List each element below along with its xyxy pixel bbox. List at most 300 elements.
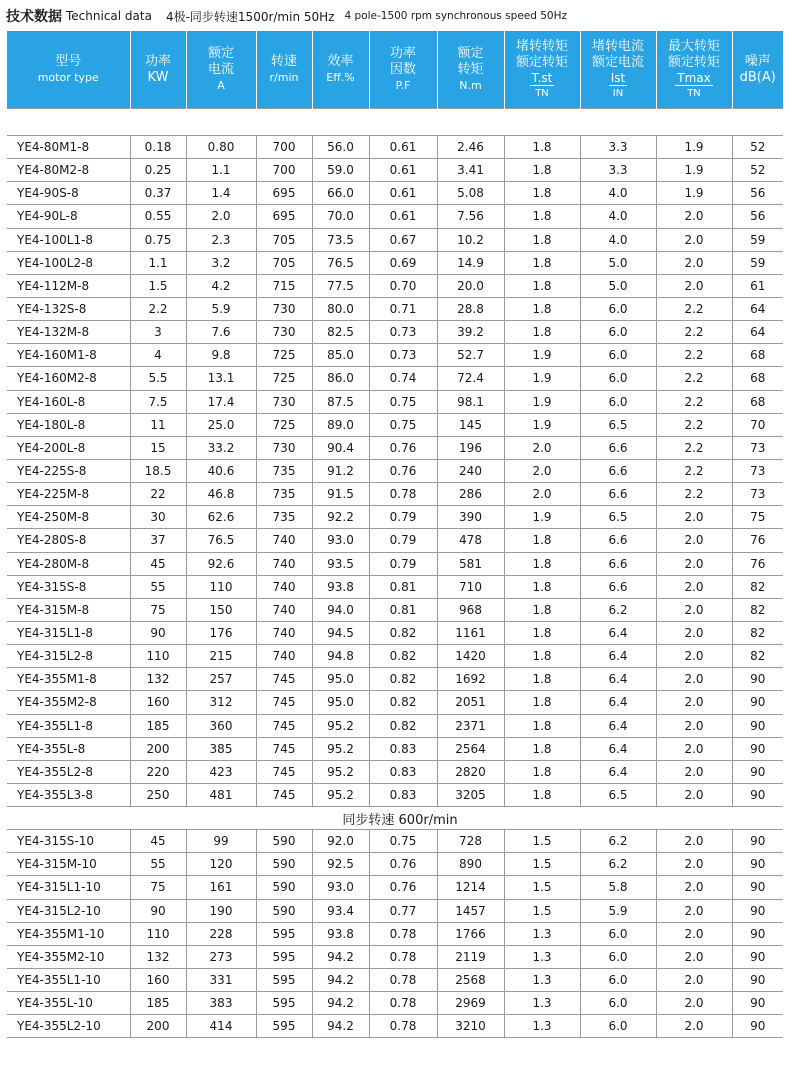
table-cell: 700	[256, 159, 312, 182]
header-label: 噪声	[744, 53, 771, 69]
table-cell: 68	[732, 344, 783, 367]
motor-type-cell: YE4-90S-8	[7, 182, 130, 205]
table-cell: 0.79	[369, 552, 437, 575]
motor-type-cell: YE4-315L2-8	[7, 645, 130, 668]
table-cell: 98.1	[437, 390, 504, 413]
table-cell: 595	[256, 1015, 312, 1038]
header-row	[7, 31, 783, 109]
table-cell: 0.37	[130, 182, 186, 205]
table-cell: 3205	[437, 783, 504, 806]
table-cell: 590	[256, 830, 312, 853]
header-unit: A	[217, 78, 225, 92]
table-cell: 1.9	[656, 182, 732, 205]
table-row	[7, 228, 783, 251]
header-label: 额定	[457, 45, 484, 61]
table-cell: 2.0	[656, 968, 732, 991]
table-row	[7, 274, 783, 297]
table-cell: 90	[732, 668, 783, 691]
motor-type-cell: YE4-225S-8	[7, 459, 130, 482]
table-cell: 1.8	[504, 182, 580, 205]
table-cell: 45	[130, 830, 186, 853]
table-cell: 90	[732, 945, 783, 968]
table-cell: 39.2	[437, 321, 504, 344]
table-cell: 0.74	[369, 367, 437, 390]
table-cell: 2.2	[656, 413, 732, 436]
table-cell: 196	[437, 436, 504, 459]
table-cell: 695	[256, 182, 312, 205]
motor-type-cell: YE4-132M-8	[7, 321, 130, 344]
table-cell: 705	[256, 251, 312, 274]
table-cell: 0.73	[369, 344, 437, 367]
motor-type-cell: YE4-315S-8	[7, 575, 130, 598]
table-cell: 10.2	[437, 228, 504, 251]
table-cell: 68	[732, 390, 783, 413]
table-cell: 705	[256, 228, 312, 251]
header-label-2: 电流	[207, 61, 234, 77]
table-cell: 15	[130, 436, 186, 459]
table-cell: 3210	[437, 1015, 504, 1038]
table-cell: 92.2	[312, 506, 369, 529]
table-cell: 87.5	[312, 390, 369, 413]
table-cell: 0.79	[369, 529, 437, 552]
title-cn: 4极-同步转速1500r/min 50Hz	[165, 9, 335, 24]
table-cell: 0.82	[369, 668, 437, 691]
table-cell: 90	[732, 737, 783, 760]
table-cell: 3.2	[186, 251, 256, 274]
table-cell: 0.82	[369, 714, 437, 737]
table-cell: 1.8	[504, 297, 580, 320]
table-cell: 94.0	[312, 598, 369, 621]
table-cell: 730	[256, 390, 312, 413]
table-row	[7, 876, 783, 899]
header-label: 额定	[207, 45, 234, 61]
table-row	[7, 621, 783, 644]
motor-type-cell: YE4-100L2-8	[7, 251, 130, 274]
table-cell: 1.8	[504, 575, 580, 598]
table-cell: 64	[732, 297, 783, 320]
table-cell: 6.0	[580, 1015, 656, 1038]
table-cell: 745	[256, 737, 312, 760]
table-cell: 0.75	[369, 390, 437, 413]
table-cell: 730	[256, 321, 312, 344]
table-row	[7, 691, 783, 714]
table-row	[7, 205, 783, 228]
table-cell: 22	[130, 483, 186, 506]
table-cell: 1.1	[186, 159, 256, 182]
title-bar	[6, 4, 567, 28]
table-row	[7, 783, 783, 806]
table-cell: 91.2	[312, 459, 369, 482]
table-cell: 0.78	[369, 945, 437, 968]
table-row	[7, 321, 783, 344]
table-cell: 0.61	[369, 182, 437, 205]
table-cell: 62.6	[186, 506, 256, 529]
table-cell: 0.71	[369, 297, 437, 320]
table-cell: 0.83	[369, 760, 437, 783]
table-cell: 4.0	[580, 205, 656, 228]
table-row	[7, 251, 783, 274]
table-cell: 1.9	[504, 390, 580, 413]
table-cell: 1.9	[504, 367, 580, 390]
table-cell: 5.0	[580, 251, 656, 274]
motor-type-cell: YE4-355L1-10	[7, 968, 130, 991]
table-cell: 0.77	[369, 899, 437, 922]
table-cell: 2.0	[656, 830, 732, 853]
table-row	[7, 436, 783, 459]
table-cell: 92.6	[186, 552, 256, 575]
table-cell: 2969	[437, 992, 504, 1015]
table-cell: 6.6	[580, 459, 656, 482]
table-cell: 2.0	[656, 737, 732, 760]
table-cell: 93.0	[312, 529, 369, 552]
table-cell: 2.0	[656, 1015, 732, 1038]
table-cell: 11	[130, 413, 186, 436]
table-cell: 95.0	[312, 691, 369, 714]
table-cell: 56	[732, 205, 783, 228]
table-cell: 725	[256, 413, 312, 436]
table-cell: 7.56	[437, 205, 504, 228]
table-cell: 2.46	[437, 136, 504, 159]
table-cell: 1.8	[504, 645, 580, 668]
table-cell: 228	[186, 922, 256, 945]
table-cell: 1.3	[504, 945, 580, 968]
table-cell: 0.61	[369, 159, 437, 182]
header-label: 堵转转矩	[515, 39, 568, 54]
table-cell: 1457	[437, 899, 504, 922]
table-cell: 6.6	[580, 436, 656, 459]
table-cell: 73.5	[312, 228, 369, 251]
table-cell: 56	[732, 182, 783, 205]
table-cell: 890	[437, 853, 504, 876]
table-cell: 5.9	[186, 297, 256, 320]
table-cell: 0.82	[369, 645, 437, 668]
motor-type-cell: YE4-355M2-10	[7, 945, 130, 968]
table-cell: 0.83	[369, 737, 437, 760]
table-row	[7, 945, 783, 968]
header-unit: KW	[147, 69, 169, 85]
table-cell: 2.0	[656, 783, 732, 806]
motor-type-cell: YE4-315M-10	[7, 853, 130, 876]
table-cell: 423	[186, 760, 256, 783]
table-cell: 5.0	[580, 274, 656, 297]
header-label-2: 额定转矩	[515, 55, 568, 70]
table-cell: 745	[256, 714, 312, 737]
table-cell: 0.79	[369, 506, 437, 529]
table-cell: 90	[732, 876, 783, 899]
table-cell: 0.78	[369, 1015, 437, 1038]
table-cell: 2119	[437, 945, 504, 968]
table-cell: 0.76	[369, 436, 437, 459]
motor-type-cell: YE4-160M2-8	[7, 367, 130, 390]
table-cell: 2.2	[656, 483, 732, 506]
table-row	[7, 367, 783, 390]
motor-type-cell: YE4-355L1-8	[7, 714, 130, 737]
motor-type-cell: YE4-160L-8	[7, 390, 130, 413]
table-cell: 93.4	[312, 899, 369, 922]
table-cell: 2.2	[656, 297, 732, 320]
table-cell: 94.2	[312, 1015, 369, 1038]
table-cell: 90	[732, 992, 783, 1015]
table-body	[7, 109, 783, 1038]
table-cell: 4.0	[580, 228, 656, 251]
table-row	[7, 413, 783, 436]
motor-type-cell: YE4-112M-8	[7, 274, 130, 297]
header-label: 功率	[144, 53, 171, 69]
table-cell: 2.2	[130, 297, 186, 320]
table-cell: 6.0	[580, 968, 656, 991]
table-cell: 0.70	[369, 274, 437, 297]
table-row	[7, 1015, 783, 1038]
table-cell: 2.0	[656, 714, 732, 737]
table-cell: 160	[130, 691, 186, 714]
table-cell: 2.0	[186, 205, 256, 228]
table-cell: 0.76	[369, 459, 437, 482]
table-cell: 6.0	[580, 945, 656, 968]
table-cell: 1.5	[504, 830, 580, 853]
table-row	[7, 668, 783, 691]
table-cell: 1.3	[504, 992, 580, 1015]
table-row	[7, 136, 783, 159]
table-cell: 1.8	[504, 552, 580, 575]
table-cell: 92.5	[312, 853, 369, 876]
table-cell: 0.61	[369, 205, 437, 228]
table-cell: 1.8	[504, 668, 580, 691]
header-fraction-bottom: IN	[612, 88, 624, 99]
table-cell: 70	[732, 413, 783, 436]
table-cell: 590	[256, 853, 312, 876]
table-cell: 2568	[437, 968, 504, 991]
table-cell: 1.8	[504, 691, 580, 714]
table-cell: 2.0	[656, 853, 732, 876]
table-cell: 93.0	[312, 876, 369, 899]
table-cell: 740	[256, 645, 312, 668]
table-cell: 2564	[437, 737, 504, 760]
table-cell: 76.5	[312, 251, 369, 274]
table-cell: 150	[186, 598, 256, 621]
table-cell: 76	[732, 552, 783, 575]
table-cell: 2.0	[656, 668, 732, 691]
table-cell: 2.2	[656, 367, 732, 390]
table-cell: 20.0	[437, 274, 504, 297]
table-cell: 2.0	[504, 483, 580, 506]
table-cell: 1.5	[504, 876, 580, 899]
spacer-row	[7, 109, 783, 136]
table-cell: 1.8	[504, 529, 580, 552]
table-cell: 383	[186, 992, 256, 1015]
table-cell: 710	[437, 575, 504, 598]
table-cell: 2.0	[656, 760, 732, 783]
table-cell: 18.5	[130, 459, 186, 482]
table-cell: 6.6	[580, 575, 656, 598]
motor-type-cell: YE4-355L2-8	[7, 760, 130, 783]
motor-type-cell: YE4-250M-8	[7, 506, 130, 529]
table-cell: 6.4	[580, 737, 656, 760]
header-fraction-bottom: TN	[687, 88, 701, 99]
table-cell: 1766	[437, 922, 504, 945]
table-cell: 0.82	[369, 621, 437, 644]
table-cell: 45	[130, 552, 186, 575]
section-label: 同步转速 600r/min	[7, 807, 783, 830]
table-cell: 4.0	[580, 182, 656, 205]
table-cell: 0.18	[130, 136, 186, 159]
table-cell: 1.8	[504, 321, 580, 344]
table-cell: 1161	[437, 621, 504, 644]
table-cell: 0.75	[369, 830, 437, 853]
header-cell-rated-current	[186, 31, 256, 109]
table-cell: 360	[186, 714, 256, 737]
table-cell: 13.1	[186, 367, 256, 390]
table-row	[7, 459, 783, 482]
header-label: 型号	[55, 53, 82, 69]
table-cell: 190	[186, 899, 256, 922]
table-cell: 1.5	[504, 899, 580, 922]
header-label-2: 转矩	[457, 61, 484, 77]
table-cell: 715	[256, 274, 312, 297]
table-cell: 90	[130, 899, 186, 922]
table-cell: 90	[732, 1015, 783, 1038]
table-cell: 0.75	[369, 413, 437, 436]
table-cell: 2.2	[656, 459, 732, 482]
table-cell: 385	[186, 737, 256, 760]
table-cell: 1.8	[504, 714, 580, 737]
header-cell-efficiency	[312, 31, 369, 109]
table-cell: 82	[732, 575, 783, 598]
table-cell: 95.2	[312, 737, 369, 760]
table-cell: 3.3	[580, 159, 656, 182]
table-cell: 728	[437, 830, 504, 853]
table-cell: 1.8	[504, 159, 580, 182]
table-cell: 9.8	[186, 344, 256, 367]
header-fraction-bottom: TN	[535, 88, 549, 99]
motor-type-cell: YE4-315L1-8	[7, 621, 130, 644]
header-unit: N.m	[459, 78, 482, 92]
table-cell: 73	[732, 436, 783, 459]
table-cell: 2.2	[656, 321, 732, 344]
motor-type-cell: YE4-315S-10	[7, 830, 130, 853]
table-cell: 82	[732, 621, 783, 644]
table-cell: 1.5	[504, 853, 580, 876]
table-cell: 59	[732, 228, 783, 251]
motor-type-cell: YE4-80M1-8	[7, 136, 130, 159]
table-cell: 200	[130, 737, 186, 760]
table-cell: 0.81	[369, 575, 437, 598]
table-cell: 90	[732, 922, 783, 945]
table-cell: 5.5	[130, 367, 186, 390]
table-cell: 120	[186, 853, 256, 876]
table-cell: 2.0	[656, 876, 732, 899]
table-cell: 55	[130, 575, 186, 598]
table-cell: 3.3	[580, 136, 656, 159]
table-cell: 85.0	[312, 344, 369, 367]
table-cell: 740	[256, 529, 312, 552]
motor-type-cell: YE4-90L-8	[7, 205, 130, 228]
table-cell: 6.0	[580, 922, 656, 945]
table-cell: 6.0	[580, 321, 656, 344]
table-cell: 1.3	[504, 922, 580, 945]
table-cell: 6.4	[580, 714, 656, 737]
table-row	[7, 968, 783, 991]
table-cell: 94.2	[312, 968, 369, 991]
table-cell: 1.5	[130, 274, 186, 297]
table-cell: 2.0	[656, 992, 732, 1015]
motor-type-cell: YE4-280S-8	[7, 529, 130, 552]
table-cell: 52	[732, 136, 783, 159]
table-cell: 730	[256, 297, 312, 320]
table-cell: 99	[186, 830, 256, 853]
header-label: 堵转电流	[591, 39, 644, 54]
table-cell: 2.2	[656, 390, 732, 413]
table-cell: 90.4	[312, 436, 369, 459]
table-cell: 220	[130, 760, 186, 783]
table-cell: 30	[130, 506, 186, 529]
table-cell: 250	[130, 783, 186, 806]
header-cell-locked-current-ratio	[580, 31, 656, 109]
table-row	[7, 760, 783, 783]
table-cell: 595	[256, 945, 312, 968]
table-cell: 93.8	[312, 922, 369, 945]
table-cell: 52	[732, 159, 783, 182]
table-cell: 14.9	[437, 251, 504, 274]
table-cell: 95.2	[312, 714, 369, 737]
table-cell: 90	[732, 853, 783, 876]
table-cell: 0.76	[369, 853, 437, 876]
table-cell: 90	[732, 714, 783, 737]
table-cell: 590	[256, 899, 312, 922]
table-cell: 745	[256, 668, 312, 691]
table-cell: 0.25	[130, 159, 186, 182]
table-cell: 90	[732, 691, 783, 714]
table-cell: 0.76	[369, 876, 437, 899]
header-cell-speed	[256, 31, 312, 109]
table-cell: 6.5	[580, 783, 656, 806]
table-cell: 110	[186, 575, 256, 598]
title-main: 技术数据	[6, 9, 62, 25]
table-cell: 0.78	[369, 968, 437, 991]
header-label: 转速	[270, 53, 297, 69]
table-cell: 312	[186, 691, 256, 714]
table-cell: 200	[130, 1015, 186, 1038]
table-cell: 2.0	[504, 436, 580, 459]
table-cell: 2.0	[656, 691, 732, 714]
table-cell: 725	[256, 344, 312, 367]
table-cell: 17.4	[186, 390, 256, 413]
motor-type-cell: YE4-355M1-10	[7, 922, 130, 945]
table-cell: 0.69	[369, 251, 437, 274]
table-cell: 286	[437, 483, 504, 506]
table-cell: 0.80	[186, 136, 256, 159]
header-cell-max-torque-ratio	[656, 31, 732, 109]
motor-type-cell: YE4-80M2-8	[7, 159, 130, 182]
motor-type-cell: YE4-315L1-10	[7, 876, 130, 899]
table-cell: 2.2	[656, 344, 732, 367]
table-cell: 89.0	[312, 413, 369, 436]
table-cell: 745	[256, 691, 312, 714]
table-cell: 132	[130, 945, 186, 968]
header-unit: r/min	[269, 70, 299, 84]
table-cell: 6.4	[580, 668, 656, 691]
table-cell: 1.9	[504, 413, 580, 436]
table-cell: 581	[437, 552, 504, 575]
table-cell: 132	[130, 668, 186, 691]
table-cell: 3.41	[437, 159, 504, 182]
table-cell: 595	[256, 922, 312, 945]
table-cell: 481	[186, 783, 256, 806]
table-cell: 5.08	[437, 182, 504, 205]
table-cell: 94.8	[312, 645, 369, 668]
table-cell: 80.0	[312, 297, 369, 320]
table-cell: 745	[256, 760, 312, 783]
table-cell: 595	[256, 992, 312, 1015]
